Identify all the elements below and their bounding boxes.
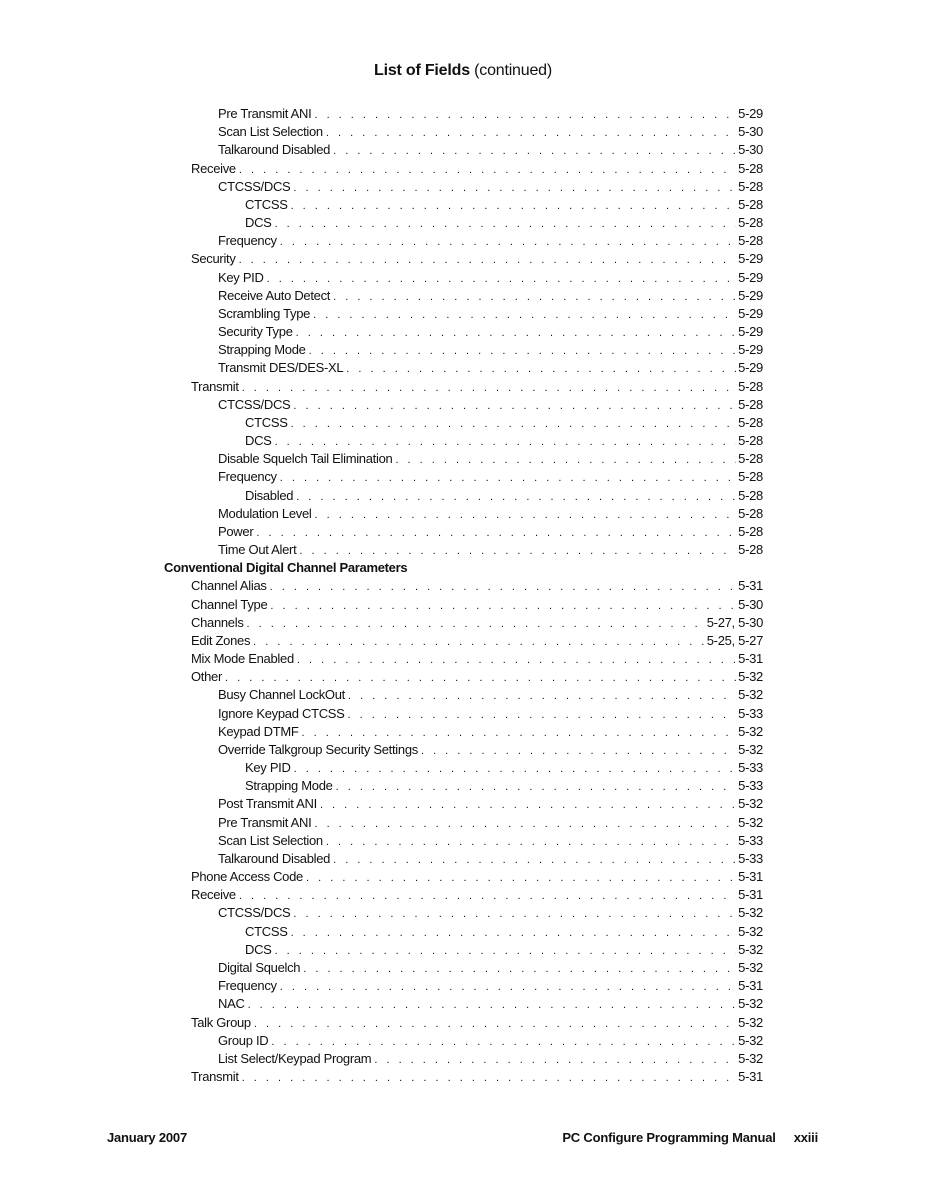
dot-leader — [267, 270, 737, 288]
toc-entry — [245, 196, 763, 214]
page-title-suffix: (continued) — [469, 62, 552, 79]
dot-leader — [293, 905, 736, 923]
toc-entry-label: Group ID — [218, 1032, 269, 1048]
toc-entry-page: 5-28 — [738, 414, 763, 430]
toc-entry — [191, 1014, 763, 1032]
toc-entry — [218, 341, 763, 359]
toc-entry — [218, 723, 763, 741]
toc-entry — [245, 214, 763, 232]
toc-entry — [218, 523, 763, 541]
dot-leader — [280, 978, 736, 996]
toc-entry-label: CTCSS/DCS — [218, 905, 291, 921]
toc-entry — [191, 886, 763, 904]
toc-entry-page: 5-32 — [738, 723, 763, 739]
toc-entry-page: 5-28 — [738, 196, 763, 212]
toc-entry — [218, 468, 763, 486]
toc-entry-page: 5-29 — [738, 305, 763, 321]
dot-leader — [309, 342, 737, 360]
dot-leader — [293, 179, 736, 197]
toc-entry — [218, 995, 763, 1013]
toc-entry-label: Strapping Mode — [245, 778, 333, 794]
toc-entry-page: 5-33 — [738, 760, 763, 776]
toc-entry — [245, 487, 763, 505]
dot-leader — [239, 251, 737, 269]
toc-entry-page: 5-32 — [738, 741, 763, 757]
toc-entry-page: 5-31 — [738, 651, 763, 667]
toc-entry-page: 5-28 — [738, 233, 763, 249]
toc-entry-label: Power — [218, 523, 254, 539]
toc-entry — [218, 705, 763, 723]
toc-entry-page: 5-28 — [738, 523, 763, 539]
toc-entry — [191, 614, 763, 632]
toc-entry-page: 5-28 — [738, 378, 763, 394]
dot-leader — [247, 615, 705, 633]
toc-entry-page: 5-30 — [738, 124, 763, 140]
dot-leader — [225, 669, 736, 687]
toc-entry-page: 5-27, 5-30 — [706, 614, 763, 630]
toc-entry — [218, 396, 763, 414]
dot-leader — [291, 924, 737, 942]
dot-leader — [270, 597, 736, 615]
toc-entry — [218, 305, 763, 323]
toc-entry — [218, 832, 763, 850]
dot-leader — [293, 397, 736, 415]
toc-entry-label: Receive — [191, 160, 236, 176]
toc-entry-label: DCS — [245, 433, 272, 449]
toc-entry — [191, 868, 763, 886]
toc-entry-label: List Select/Keypad Program — [218, 1050, 372, 1066]
dot-leader — [306, 869, 736, 887]
toc-entry — [218, 741, 763, 759]
dot-leader — [291, 197, 737, 215]
toc-entry-label: Key PID — [245, 760, 291, 776]
dot-leader — [314, 815, 736, 833]
toc-entry-page: 5-32 — [738, 1014, 763, 1030]
toc-entry-page: 5-32 — [738, 996, 763, 1012]
toc-entry — [218, 505, 763, 523]
toc-entry-page: 5-31 — [738, 1069, 763, 1084]
toc-entry-page: 5-28 — [738, 451, 763, 467]
toc-entry-page: 5-33 — [738, 850, 763, 866]
dot-leader — [256, 524, 736, 542]
toc-entry-page: 5-28 — [738, 433, 763, 449]
dot-leader — [280, 233, 736, 251]
toc-entry-label: Modulation Level — [218, 505, 312, 521]
toc-entry-label: Post Transmit ANI — [218, 796, 317, 812]
toc-entry-label: CTCSS/DCS — [218, 178, 291, 194]
dot-leader — [333, 142, 736, 160]
toc-entry — [218, 141, 763, 159]
toc-entry-page: 5-33 — [738, 705, 763, 721]
dot-leader — [395, 451, 736, 469]
dot-leader — [333, 288, 736, 306]
toc-entry — [191, 1068, 763, 1086]
toc-entry-page: 5-32 — [738, 905, 763, 921]
dot-leader — [296, 488, 736, 506]
toc-entry — [218, 904, 763, 922]
toc-entry-label: Disable Squelch Tail Elimination — [218, 451, 393, 467]
toc-entry-page: 5-32 — [738, 941, 763, 957]
toc-entry — [218, 359, 763, 377]
dot-leader — [333, 851, 736, 869]
toc-entry-label: CTCSS — [245, 414, 288, 430]
toc-entry-label: DCS — [245, 215, 272, 231]
toc-entry-label: CTCSS — [245, 923, 288, 939]
footer-date: January 2007 — [107, 1130, 187, 1145]
toc-entry-label: Key PID — [218, 269, 264, 285]
toc-entry-label: Disabled — [245, 487, 294, 503]
toc-entry-page: 5-31 — [738, 887, 763, 903]
dot-leader — [254, 1015, 736, 1033]
toc-entry — [218, 959, 763, 977]
footer-manual-title: PC Configure Programming Manual — [562, 1130, 776, 1145]
toc-entry — [218, 287, 763, 305]
toc-entry — [218, 450, 763, 468]
toc-entry-label: Talk Group — [191, 1014, 251, 1030]
toc-entry — [245, 759, 763, 777]
toc-entry — [191, 378, 763, 396]
toc-entry-label: Talkaround Disabled — [218, 850, 331, 866]
toc-entry-page: 5-28 — [738, 160, 763, 176]
dot-leader — [239, 887, 736, 905]
toc-entry-label: Frequency — [218, 233, 277, 249]
toc-entry-page: 5-29 — [738, 251, 763, 267]
toc-entry — [218, 686, 763, 704]
dot-leader — [296, 324, 737, 342]
dot-leader — [346, 360, 736, 378]
toc-entry-label: Edit Zones — [191, 632, 251, 648]
toc-entry-label: Digital Squelch — [218, 959, 301, 975]
toc-entry — [218, 269, 763, 287]
toc-entry — [245, 941, 763, 959]
toc-entry-label: Frequency — [218, 469, 277, 485]
toc-entry-page: 5-32 — [738, 1050, 763, 1066]
dot-leader — [326, 833, 736, 851]
dot-leader — [326, 124, 736, 142]
dot-leader — [374, 1051, 736, 1069]
toc-entry — [218, 850, 763, 868]
toc-entry-label: Transmit — [191, 378, 239, 394]
toc-entry — [218, 323, 763, 341]
toc-entry — [245, 432, 763, 450]
toc-entry-page: 5-29 — [738, 269, 763, 285]
toc-entry — [218, 105, 763, 123]
toc-entry-page: 5-32 — [738, 923, 763, 939]
toc-entry-label: Ignore Keypad CTCSS — [218, 705, 345, 721]
toc-entry — [218, 232, 763, 250]
dot-leader — [248, 996, 737, 1014]
toc-entry-page: 5-29 — [738, 287, 763, 303]
dot-leader — [348, 706, 737, 724]
dot-leader — [275, 433, 737, 451]
toc-entry-label: Transmit — [191, 1069, 239, 1084]
toc-entry-label: Override Talkgroup Security Settings — [218, 741, 418, 757]
dot-leader — [297, 651, 736, 669]
toc-entry-label: DCS — [245, 941, 272, 957]
dot-leader — [280, 469, 736, 487]
toc-entry-label: Scan List Selection — [218, 832, 323, 848]
page-title-main: List of Fields — [374, 62, 470, 79]
toc-entry-page: 5-28 — [738, 542, 763, 558]
toc-entry-page: 5-30 — [738, 596, 763, 612]
toc-entry-label: Pre Transmit ANI — [218, 106, 312, 121]
toc-entry-label: Time Out Alert — [218, 542, 297, 558]
toc-entry-label: Busy Channel LockOut — [218, 687, 345, 703]
toc-entry — [218, 178, 763, 196]
toc-entry-page: 5-32 — [738, 796, 763, 812]
toc-entry-label: Channel Type — [191, 596, 268, 612]
toc-entry-page: 5-32 — [738, 1032, 763, 1048]
toc-entry — [245, 923, 763, 941]
toc-entry-page: 5-31 — [738, 578, 763, 594]
toc-entry — [191, 650, 763, 668]
toc-entry-label: Strapping Mode — [218, 342, 306, 358]
dot-leader — [299, 542, 736, 560]
dot-leader — [294, 760, 737, 778]
toc-entry — [191, 577, 763, 595]
dot-leader — [348, 687, 736, 705]
toc-entry-page: 5-28 — [738, 215, 763, 231]
toc-entry — [218, 1032, 763, 1050]
toc-entry-label: Scan List Selection — [218, 124, 323, 140]
toc-entry-page: 5-29 — [738, 324, 763, 340]
toc-entry-label: Transmit DES/DES-XL — [218, 360, 344, 376]
toc-entry — [218, 1050, 763, 1068]
toc-entry — [218, 977, 763, 995]
toc-entry-label: CTCSS — [245, 196, 288, 212]
dot-leader — [336, 778, 737, 796]
toc-entry-page: 5-28 — [738, 178, 763, 194]
dot-leader — [315, 506, 737, 524]
toc-entry-label: Frequency — [218, 978, 277, 994]
toc-entry-page: 5-30 — [738, 142, 763, 158]
toc-entry — [218, 814, 763, 832]
toc-entry-page: 5-28 — [738, 487, 763, 503]
dot-leader — [421, 742, 736, 760]
toc-entry — [191, 160, 763, 178]
section-heading: Conventional Digital Channel Parameters — [164, 560, 408, 576]
toc-entry-page: 5-32 — [738, 814, 763, 830]
toc-entry-label: CTCSS/DCS — [218, 396, 291, 412]
toc-entry-label: NAC — [218, 996, 245, 1012]
dot-leader — [275, 942, 737, 960]
toc-entry-page: 5-31 — [738, 978, 763, 994]
dot-leader — [275, 215, 737, 233]
toc-entry-label: Scrambling Type — [218, 305, 311, 321]
dot-leader — [242, 1069, 736, 1087]
toc-entry-label: Receive Auto Detect — [218, 287, 331, 303]
toc-entry — [191, 632, 763, 650]
toc-entry-label: Channels — [191, 614, 244, 630]
toc-entry-page: 5-28 — [738, 469, 763, 485]
toc-entry-page: 5-28 — [738, 505, 763, 521]
toc-entry-page: 5-33 — [738, 832, 763, 848]
toc-entry — [191, 596, 763, 614]
toc-entry-label: Security — [191, 251, 236, 267]
toc-entry-page: 5-32 — [738, 959, 763, 975]
dot-leader — [313, 306, 736, 324]
dot-leader — [303, 960, 736, 978]
page-title — [0, 62, 926, 80]
toc-entry-label: Security Type — [218, 324, 293, 340]
dot-leader — [270, 578, 737, 596]
toc-entry — [218, 541, 763, 559]
toc-entry — [245, 414, 763, 432]
toc-entry-label: Receive — [191, 887, 236, 903]
toc-entry — [245, 777, 763, 795]
toc-entry — [191, 668, 763, 686]
toc-entry — [191, 250, 763, 268]
toc-entry-page: 5-25, 5-27 — [706, 632, 763, 648]
dot-leader — [253, 633, 705, 651]
dot-leader — [242, 379, 736, 397]
toc-entry-page: 5-29 — [738, 106, 763, 121]
toc-entry — [218, 123, 763, 141]
toc-entry-label: Pre Transmit ANI — [218, 814, 312, 830]
footer-manual-info — [562, 1130, 818, 1145]
toc-entry — [218, 795, 763, 813]
toc-entry-page: 5-32 — [738, 669, 763, 685]
toc-entry-page: 5-29 — [738, 342, 763, 358]
toc-entry-label: Keypad DTMF — [218, 723, 299, 739]
toc-entry-label: Mix Mode Enabled — [191, 651, 294, 667]
dot-leader — [302, 724, 737, 742]
toc-entry-page: 5-31 — [738, 869, 763, 885]
dot-leader — [291, 415, 737, 433]
dot-leader — [314, 106, 736, 124]
footer-page-number: xxiii — [793, 1130, 818, 1145]
toc-entry-page: 5-28 — [738, 396, 763, 412]
toc-entry-page: 5-29 — [738, 360, 763, 376]
toc-entry-label: Phone Access Code — [191, 869, 303, 885]
toc-entry-page: 5-32 — [738, 687, 763, 703]
toc-entry-page: 5-33 — [738, 778, 763, 794]
dot-leader — [320, 796, 736, 814]
dot-leader — [271, 1033, 736, 1051]
toc-entry-label: Talkaround Disabled — [218, 142, 331, 158]
toc-entry-label: Channel Alias — [191, 578, 267, 594]
toc-entry-label: Other — [191, 669, 223, 685]
dot-leader — [239, 161, 736, 179]
